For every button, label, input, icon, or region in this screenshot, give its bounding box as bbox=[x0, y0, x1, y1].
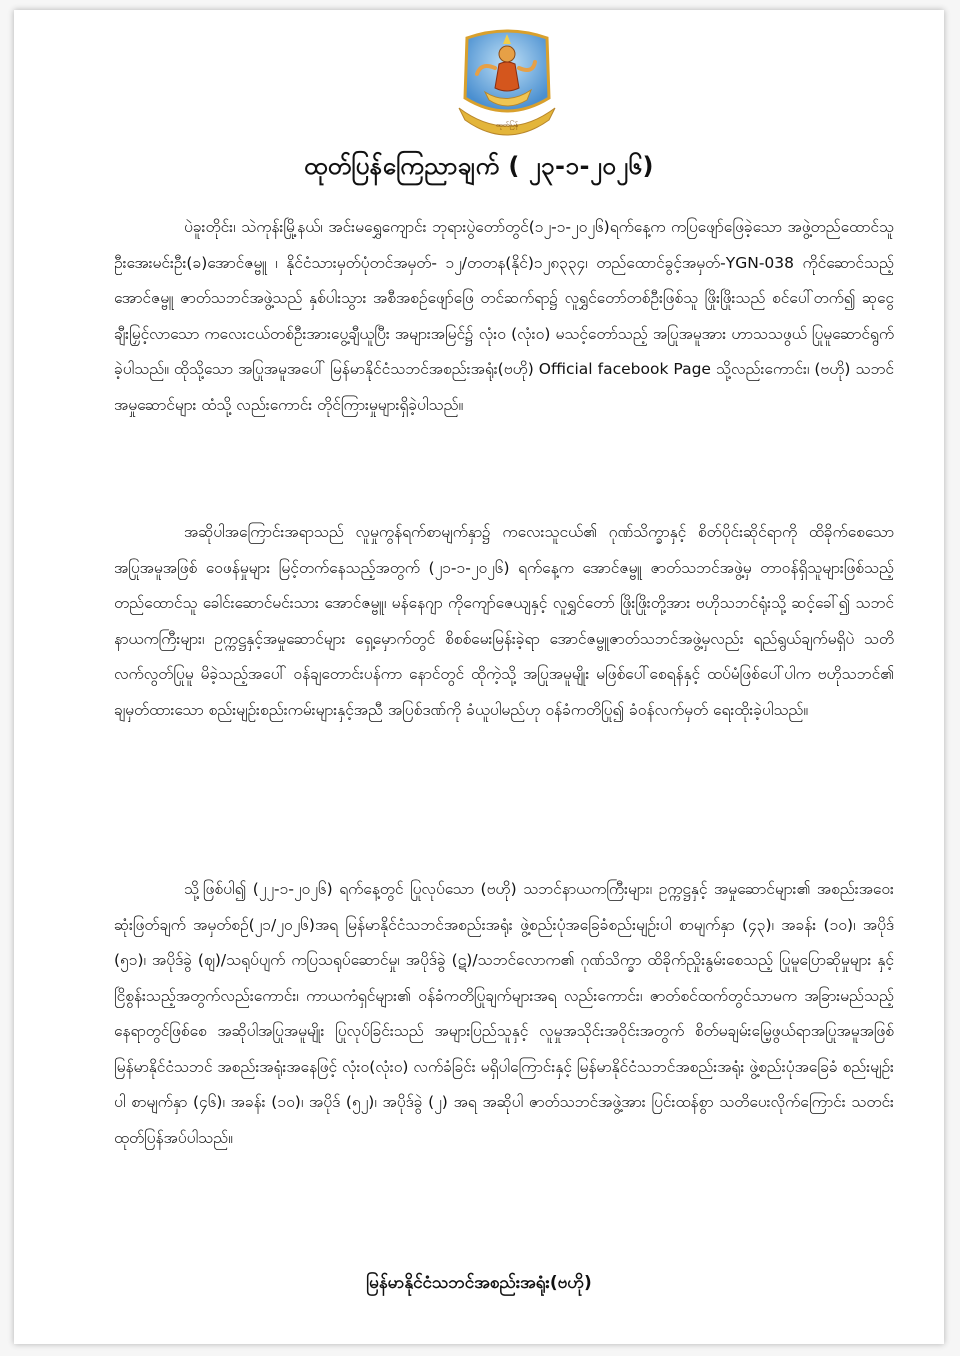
association-logo bbox=[437, 24, 577, 144]
paragraph-1 bbox=[114, 210, 894, 423]
logo-caption: ထုတ်ပြန် bbox=[495, 121, 519, 129]
paragraph-2 bbox=[114, 515, 894, 728]
paragraph-text: ပဲခူးတိုင်း၊ သဲကုန်းမြို့နယ်၊ အင်းမရွှေကျောင်း ဘုရားပွဲတော်တွင်(၁၂-၁-၂၀၂၆)ရက်နေ့က ကပြဖျော်ဖြေခဲ့သော အဖွဲ့တည်ထောင်သူ ဦးအေးမင်းဦး(ခ)အောင်ဇမ္ဗူ ၊ နိုင်ငံသားမှတ်ပုံတင်အမှတ်- ၁၂/တတန(နိုင်)၁၂၈၃၃၄၊ တည်ထောင်ခွင့်အမှတ်-YGN-038 ကိုင်ဆောင်သည့် အောင်ဇမ္ဗူ ဇာတ်သဘင်အဖွဲ့သည် နှစ်ပါးသွား အစီအစဉ်ဖျော်ဖြေ တင်ဆက်ရာ၌ လူရွှင်တော်တစ်ဦးဖြစ်သူ ဖြိုးဖြိုးသည် စင်ပေါ်တက်၍ ဆုငွေချီးမြှင့်လာသော ကလေးငယ်တစ်ဦးအားပွေ့ချီယူပြီး အများအမြင်၌ လုံး၀ (လုံး၀) မသင့်တော်သည့် အပြုအမူအား ဟာသသဖွယ် ပြုမူဆောင်ရွက်ခဲ့ပါသည်။ ထိုသို့သော အပြုအမူအပေါ် မြန်မာနိုင်ငံသဘင်အစည်းအရုံး(ဗဟို) Official facebook Page သို့လည်းကောင်း၊ (ဗဟို) သဘင် အမှုဆောင်များ ထံသို့ လည်းကောင်း တိုင်ကြားမှုများရှိခဲ့ပါသည်။ bbox=[114, 218, 894, 414]
emblem-icon bbox=[437, 24, 577, 144]
paragraph-3 bbox=[114, 872, 894, 1156]
paragraph-text: အဆိုပါအကြောင်းအရာသည် လူမှုကွန်ရက်စာမျက်နှာ၌ ကလေးသူငယ်၏ ဂုဏ်သိက္ခာနှင့် စိတ်ပိုင်းဆိုင်ရာကို ထိခိုက်စေသော အပြုအမူအဖြစ် ဝေဖန်မှုများ မြင့်တက်နေသည့်အတွက် (၂၁-၁-၂၀၂၆) ရက်နေ့က အောင်ဇမ္ဗူ ဇာတ်သဘင်အဖွဲ့မှ တာဝန်ရှိသူများဖြစ်သည့် တည်ထောင်သူ ခေါင်းဆောင်မင်းသား အောင်ဇမ္ဗူ၊ မန်နေဂျာ ကိုကျော်ဇေယျနှင့် လူရွှင်တော် ဖြိုးဖြိုးတို့အား ဗဟိုသဘင်ရုံးသို့ ဆင့်ခေါ်၍ သဘင်နာယကကြီးများ၊ ဥက္ကဋ္ဌနှင့်အမှုဆောင်များ ရှေ့မှောက်တွင် စိစစ်မေးမြန်းခဲ့ရာ အောင်ဇမ္ဗူဇာတ်သဘင်အဖွဲ့မှလည်း ရည်ရွယ်ချက်မရှိပဲ သတိလက်လွတ်ပြုမူ မိခဲ့သည့်အပေါ် ဝန်ချတောင်းပန်ကာ နောင်တွင် ထိုကဲ့သို့ အပြုအမူမျိုး မဖြစ်ပေါ်စေရန်နှင့် ထပ်မံဖြစ်ပေါ်ပါက ဗဟိုသဘင်၏ ချမှတ်ထားသော စည်းမျဉ်းစည်းကမ်းများနှင့်အညီ အပြစ်ဒဏ်ကို ခံယူပါမည်ဟု ဝန်ခံကတိပြု၍ ခံဝန်လက်မှတ် ရေးထိုးခဲ့ပါသည်။ bbox=[114, 523, 894, 719]
page-title: ထုတ်ပြန်ကြေညာချက် ( ၂၃-၁-၂၀၂၆) bbox=[303, 152, 654, 180]
signature-organization: မြန်မာနိုင်ငံသဘင်အစည်းအရုံး(ဗဟို) bbox=[366, 1273, 592, 1293]
document-page bbox=[14, 10, 944, 1344]
paragraph-text: သို့ဖြစ်ပါ၍ (၂၂-၁-၂၀၂၆) ရက်နေ့တွင် ပြုလုပ်သော (ဗဟို) သဘင်နာယကကြီးများ၊ ဥက္ကဋ္ဌနှင့် အမှုဆောင်များ၏ အစည်းအဝေးဆုံးဖြတ်ချက် အမှတ်စဉ်(၂၁/၂၀၂၆)အရ မြန်မာနိုင်ငံသဘင်အစည်းအရုံး ဖွဲ့စည်းပုံအခြေခံစည်းမျဉ်းပါ စာမျက်နှာ (၄၃)၊ အခန်း (၁၀)၊ အပိုဒ် (၅၁)၊ အပိုဒ်ခွဲ (ဈ)/သရုပ်ပျက် ကပြသရုပ်ဆောင်မှု၊ အပိုဒ်ခွဲ (ဋ)/သဘင်လောက၏ ဂုဏ်သိက္ခာ ထိခိုက်ညှိုးနွမ်းစေသည့် ပြုမူပြောဆိုမှုများ နှင့်ငြိစွန်းသည့်အတွက်လည်းကောင်း၊ ကာယကံရှင်များ၏ ဝန်ခံကတိပြုချက်များအရ လည်းကောင်း၊ ဇာတ်စင်ထက်တွင်သာမက အခြားမည်သည့်နေရာတွင်ဖြစ်စေ အဆိုပါအပြုအမူမျိုး ပြုလုပ်ခြင်းသည် အများပြည်သူနှင့် လူမှုအသိုင်းအဝိုင်းအတွက် စိတ်မချမ်းမြေ့ဖွယ်ရာအပြုအမူအဖြစ် မြန်မာနိုင်ငံသဘင် အစည်းအရုံးအနေဖြင့် လုံး၀(လုံး၀) လက်ခံခြင်း မရှိပါကြောင်းနှင့် မြန်မာနိုင်ငံသဘင်အစည်းအရုံး ဖွဲ့စည်းပုံအခြေခံ စည်းမျဉ်းပါ စာမျက်နှာ (၄၆)၊ အခန်း (၁၀)၊ အပိုဒ် (၅၂)၊ အပိုဒ်ခွဲ (၂) အရ အဆိုပါ ဇာတ်သဘင်အဖွဲ့အား ပြင်းထန်စွာ သတိပေးလိုက်ကြောင်း သတင်းထုတ်ပြန်အပ်ပါသည်။ bbox=[114, 880, 894, 1147]
